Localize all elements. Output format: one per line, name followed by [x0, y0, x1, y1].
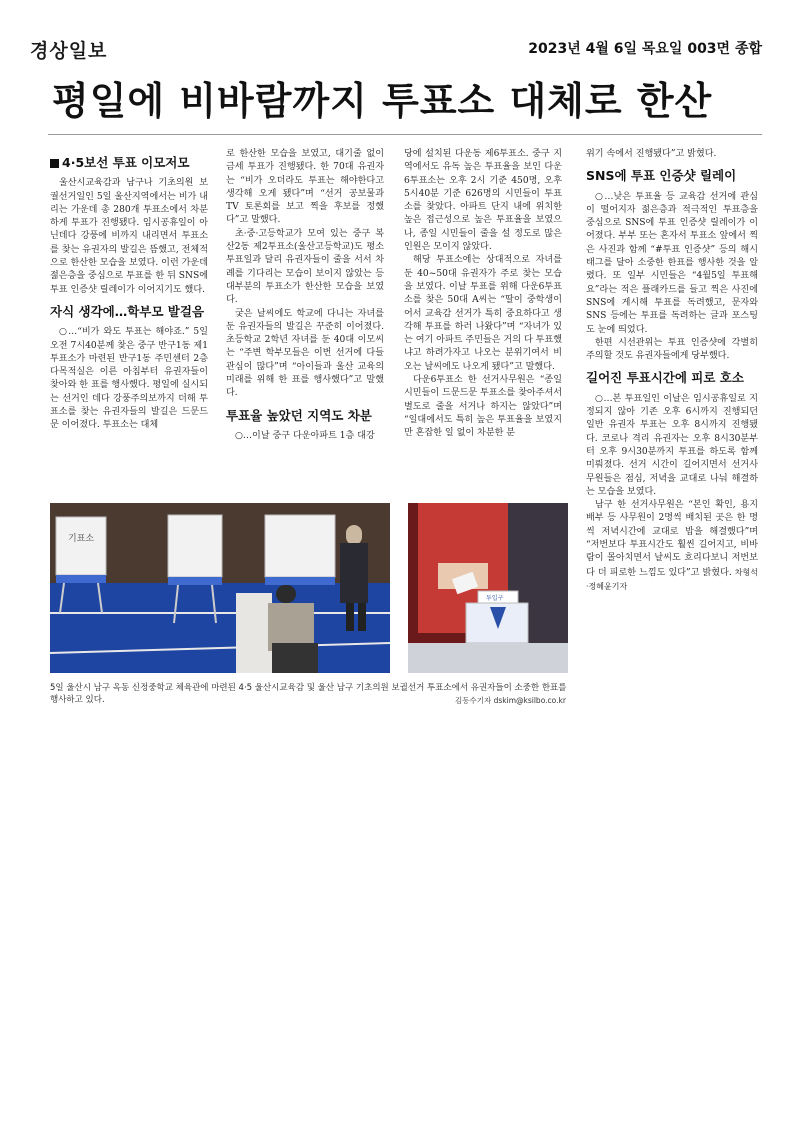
newspaper-logo: 경상일보 [30, 40, 108, 62]
paragraph: 울산시교육감과 남구나 기초의원 보궐선거일인 5일 울산지역에서는 비가 내리는 가운데 총 280개 투표소에서 차분하게 투표가 진행됐다. 임시공휴일이 아닌데다 강풍에 비까지 내리면서 투표소를 찾는 유권자의 발길은 뜸했고, 전체적으로 한산한 모습을 보였다. 이런 가운데 젊은층을 중심으로 투표를 한 뒤 SNS에 투표 인증샷 릴레이가 이어지기도 했다. [50, 178, 208, 295]
section-heading-1: 4·5보선 투표 이모저모 [50, 156, 208, 169]
section-heading-2: 자식 생각에…학부모 발걸음 [50, 303, 205, 319]
paragraph: ○…이날 중구 다운아파트 1층 대강 [235, 430, 375, 441]
paragraph: 궂은 날씨에도 학교에 다니는 자녀를 둔 유권자들의 발길은 꾸준히 이어졌다. 초등학교 2학년 자녀를 둔 40대 이모씨는 “주변 학부모들은 이번 선거에 다들 관심이 많다”며 “아이들과 울산 교육의 미래를 위해 한 표를 행사했다”고 말했다. [226, 308, 384, 399]
paragraph: 한편 시선관위는 투표 인증샷에 각별히 주의할 것도 유권자들에게 당부했다. [586, 337, 758, 362]
square-bullet-icon [50, 159, 59, 168]
ballot-box-photo [408, 503, 568, 673]
paragraph: 당에 설치된 다운동 제6투표소. 중구 지역에서도 유독 높은 투표율을 보인 다운6투표소는 오후 2시 기준 450명, 오후 5시40분 기준 626명의 시민들이 투표소를 찾았다. 아파트 단지 내에 위치한 높은 접근성으로 높은 투표율을 보였으나, 종일 시민들이 줄을 설 정도로 많은 인원은 모이지 않았다. [404, 149, 562, 253]
photo-caption: 5일 울산시 남구 옥동 신정중학교 체육관에 마련된 4·5 울산시교육감 및 울산 남구 기초의원 보궐선거 투표소에서 유권자들이 소중한 한표를 행사하고 있다. [50, 683, 567, 705]
headline-rule [48, 134, 762, 135]
section-heading-3: 투표율 높았던 지역도 차분 [226, 407, 372, 423]
section-heading-4: SNS에 투표 인증샷 릴레이 [586, 168, 737, 184]
section-heading-5: 길어진 투표시간에 피로 호소 [586, 370, 744, 386]
paragraph: 다운6투표소 한 선거사무원은 “종일 시민들이 드문드문 투표소를 찾아주셔서 별도로 줄을 서거나 하지는 않았다”며 “일대에서도 특히 높은 투표율을 보였지만 혼잡한 일 없이 차분한 분 [404, 375, 563, 439]
paragraph: 초·중·고등학교가 모여 있는 중구 복산2동 제2투표소(울산고등학교)도 평소 투표일과 달리 유권자들이 줄을 서서 차례를 기다리는 모습이 보이지 않았는 등 대부분의 투표소가 한산한 모습을 보였다. [226, 228, 384, 306]
paragraph: 해당 투표소에는 상대적으로 자녀를 둔 40~50대 유권자가 주로 찾는 모습을 보였다. 이날 투표를 위해 다운6투표소를 찾은 50대 A씨는 “딸이 중학생이어서 교육감 선거가 특히 중요하다고 생각해 투표를 하러 나왔다”며 “자녀가 있는 여기 아파트 주민들은 거의 다 투표했냐고 하려가자고 나오는 분위기여서 비오는 날씨에도 나오게 됐다”고 말했다. [404, 255, 562, 372]
paragraph: 로 한산한 모습을 보였고, 대기줄 없이 금세 투표가 진행됐다. 한 70대 유권자는 “비가 오더라도 투표는 해야한다고 생각해 오게 됐다”며 “선거 공보물과 TV 토론회를 보고 찍을 후보를 정했다”고 말했다. [226, 149, 384, 226]
ballot-casting-illustration [408, 503, 568, 673]
booth-label: 기표소 [68, 534, 95, 544]
issue-date: 2023년 4월 6일 목요일 003면 종합 [528, 41, 762, 57]
paragraph: 위기 속에서 진행됐다”고 밝혔다. [586, 149, 717, 159]
article-column-3 [404, 148, 562, 441]
paragraph: 남구 한 선거사무원은 “본인 확인, 용지 배부 등 사무원이 2명씩 배치된 곳은 한 명씩 저녁시간에 교대로 밥을 해결했다”며 “저번보다 투표시간도 훨씬 길어지고, 비바람이 몰아치면서 날씨도 흐리다보니 저번보다 더 피로한 느낌도 있다”고 밝혔다. 차형석·정혜윤기자 [586, 500, 758, 591]
article-column-2 [226, 148, 384, 443]
gym-voting-photo [50, 503, 390, 673]
photo-credit: 김동수기자 dskim@ksilbo.co.kr [455, 696, 566, 705]
voting-booth-illustration [50, 503, 390, 673]
ballot-slot-label: 투입구 [486, 595, 504, 602]
article-column-1 [50, 148, 208, 433]
paragraph: ○…“비가 와도 투표는 해야죠.” 5일 오전 7시40분께 찾은 중구 반구1동 제1투표소가 마련된 반구1동 주민센터 2층 다목적실은 이른 아침부터 유권자들이 찾아와 한 표를 행사했다. 평일에 실시되는 선거인 데다 강풍주의보까지 더해 투표소를 찾는 유권자들의 발길은 드문드문 이어졌다. 투표소는 대체 [50, 327, 208, 431]
byline: 차형석·정혜윤기자 [586, 567, 758, 591]
paragraph: ○…본 투표일인 이날은 임시공휴일로 지정되지 않아 기존 오후 6시까지 진행되던 일반 유권자 투표는 오후 8시까지 진행됐다. 코로나 격리 유권자는 오후 8시30분부터 오후 9시30분까지 투표를 하도록 함께 미뤄졌다. 선거 시간이 길어지면서 선거사무원들은 점심, 저녁을 교대로 나눠 해결하는 모습을 보였다. [586, 393, 758, 497]
page-headline: 평일에 비바람까지 투표소 대체로 한산 [52, 79, 713, 123]
paragraph: ○…낮은 투표율 등 교육감 선거에 관심이 떨어지자 젊은층과 적극적인 투표층을 중심으로 SNS에 투표 인증샷 릴레이가 이어졌다. 부부 또는 혼자서 투표소 앞에서 찍은 사진과 함께 “#투표 인증샷” 등의 해시태그를 달아 소중한 한표를 행사한 것을 알렸다. 또 일부 시민들은 “4월5일 투표해요”라는 적은 플래카드를 들고 찍은 사진에 SNS에 게시해 투표를 독려했고, 문자와 SNS 등에는 투표를 독려하는 글과 포스팅도 눈에 띄었다. [586, 191, 758, 335]
article-column-4 [586, 148, 758, 594]
